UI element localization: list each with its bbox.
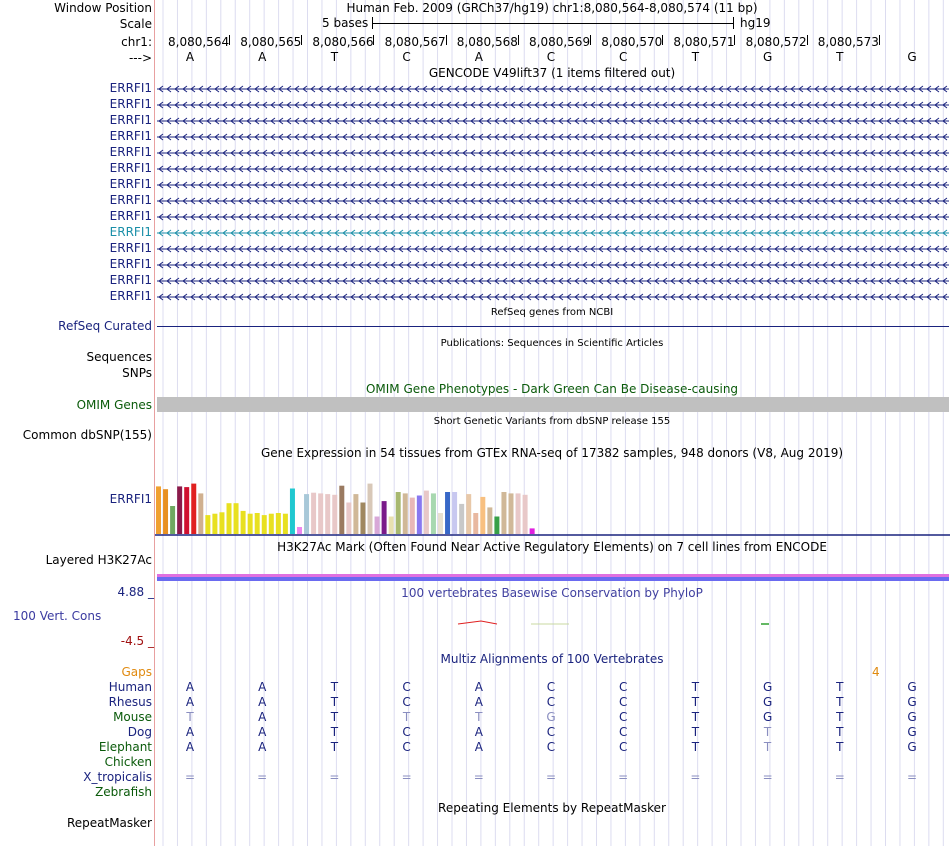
phylop-min-label: -4.5 _ [120,634,154,648]
alignment-base: T [691,710,700,724]
gencode-gene-label[interactable]: ERRFI1 [109,81,152,95]
scale-bar [372,23,734,24]
alignment-base: = [618,770,629,784]
strand-label: ---> [128,51,152,65]
gtex-tissue-bar[interactable] [509,493,514,534]
alignment-base: = [329,770,340,784]
alignment-base: C [546,680,556,694]
alignment-base: G [546,710,556,724]
gencode-gene-row[interactable] [157,292,949,302]
gencode-gene-row[interactable] [157,164,949,174]
alignment-base: = [473,770,484,784]
alignment-base: C [546,695,556,709]
gtex-tissue-bar[interactable] [205,515,210,534]
gtex-tissue-bar[interactable] [494,517,499,535]
alignment-base: G [762,695,773,709]
gtex-tissue-bar[interactable] [170,506,175,534]
gtex-tissue-bar[interactable] [227,503,232,534]
alignment-base: G [907,710,917,724]
alignment-base: T [330,725,339,739]
alignment-base: T [402,710,411,724]
gencode-gene-label[interactable]: ERRFI1 [109,241,152,255]
gtex-tissue-bar[interactable] [501,492,506,534]
repeatmasker-track-title[interactable]: Repeating Elements by RepeatMasker [438,801,666,815]
ruler-coordinate: 8,080,567 [384,35,446,49]
alignment-base: G [907,680,917,694]
gencode-gene-row[interactable] [157,116,949,126]
gencode-track-title[interactable]: GENCODE V49lift37 (1 items filtered out) [428,66,676,80]
alignment-base: C [618,740,628,754]
alignment-base: T [691,725,700,739]
gencode-gene-row[interactable] [157,84,949,94]
alignment-base: T [691,680,700,694]
chrom-label: chr1: [121,35,152,49]
ruler-tick [229,35,230,45]
alignment-base: T [330,695,339,709]
phylop-max-label: 4.88 _ [117,585,154,599]
gtex-tissue-bar[interactable] [438,513,443,534]
alignment-base: C [618,695,628,709]
ruler-tick [734,35,735,45]
alignment-base: A [474,680,483,694]
alignment-base: T [186,710,194,724]
refseq-track-title[interactable]: RefSeq genes from NCBI [490,307,614,318]
alignment-base: G [762,680,773,694]
gencode-gene-row[interactable] [157,148,949,158]
ruler-coordinate: 8,080,573 [817,35,879,49]
ruler-coordinate: 8,080,571 [673,35,735,49]
gtex-tissue-bar[interactable] [163,489,168,534]
alignment-base: = [401,770,412,784]
gtex-tissue-bar[interactable] [523,495,528,534]
gtex-tissue-bar[interactable] [255,513,260,534]
alignment-base: = [834,770,845,784]
reference-base: C [618,50,628,64]
gtex-tissue-bar[interactable] [431,493,436,534]
ruler-tick [446,35,447,45]
alignment-base: A [185,725,195,739]
gtex-tissue-bar[interactable] [466,494,471,534]
scale-label: Scale [119,17,152,31]
gencode-gene-label[interactable]: ERRFI1 [109,177,152,191]
phylop-track-title[interactable]: 100 vertebrates Basewise Conservation by PhyloP [401,586,703,600]
alignment-base: C [618,680,628,694]
species-label[interactable]: Chicken [104,755,152,769]
alignment-base: T [330,680,339,694]
alignment-base: A [258,740,267,754]
alignment-base: A [258,710,267,724]
gtex-tissue-bar[interactable] [382,501,387,534]
reference-base: G [907,50,917,64]
ruler-tick [373,35,374,45]
species-label[interactable]: Rhesus [108,695,152,709]
alignment-base: = [184,770,196,784]
alignment-base: A [258,695,267,709]
gencode-gene-label[interactable]: ERRFI1 [109,97,152,111]
repeatmasker-label[interactable]: RepeatMasker [66,816,152,830]
multiz-track-title[interactable]: Multiz Alignments of 100 Vertebrates [440,652,664,666]
gtex-tissue-bar[interactable] [530,528,535,534]
alignment-base: C [402,680,411,694]
ruler-coordinate: 8,080,564 [168,35,230,49]
phylop-track-label[interactable]: 100 Vert. Cons [13,609,102,623]
dbsnp-label[interactable]: Common dbSNP(155) [22,428,152,442]
ruler-tick [590,35,591,45]
alignment-base: C [618,725,628,739]
gtex-tissue-bar[interactable] [276,513,281,534]
gencode-gene-label[interactable]: ERRFI1 [109,193,152,207]
ruler-coordinate: 8,080,565 [240,35,302,49]
ruler-tick [518,35,519,45]
omim-track-title[interactable]: OMIM Gene Phenotypes - Dark Green Can Be Disease-causing [365,382,739,396]
assembly-label: hg19 [740,16,771,30]
gencode-gene-label[interactable]: ERRFI1 [109,257,152,271]
gaps-label: Gaps [121,665,152,679]
alignment-base: G [907,740,917,754]
gtex-tissue-bar[interactable] [332,495,337,534]
reference-base: A [474,50,483,64]
refseq-curated-label[interactable]: RefSeq Curated [58,319,152,333]
gencode-gene-label[interactable]: ERRFI1 [109,273,152,287]
window-position-label: Window Position [54,1,152,15]
alignment-base: T [691,740,700,754]
reference-base: G [762,50,773,64]
gencode-gene-label[interactable]: ERRFI1 [109,113,152,127]
refseq-gene-line[interactable] [157,326,949,327]
gtex-tissue-bar[interactable] [318,493,323,534]
gencode-gene-label[interactable]: ERRFI1 [109,129,152,143]
gtex-tissue-bar[interactable] [212,514,217,534]
h3k27ac-signal-blue[interactable] [157,577,949,581]
gtex-tissue-bar[interactable] [375,517,380,535]
ruler-tick [879,35,880,45]
dbsnp-track-title[interactable]: Short Genetic Variants from dbSNP release 155 [433,416,671,427]
alignment-base: A [185,695,195,709]
alignment-base: A [474,725,483,739]
species-label[interactable]: X_tropicalis [83,770,152,784]
alignment-base: G [907,695,917,709]
scale-text: 5 bases [322,16,369,30]
ruler-coordinate: 8,080,566 [312,35,374,49]
gtex-tissue-bar[interactable] [459,504,464,534]
gtex-tissue-bar[interactable] [396,492,401,534]
gtex-tissue-bar[interactable] [516,493,521,534]
gtex-tissue-bar[interactable] [325,494,330,534]
gencode-gene-row[interactable] [157,212,949,222]
ruler-tick [301,35,302,45]
alignment-base: T [763,740,772,754]
alignment-base: = [762,770,773,784]
alignment-base: A [185,740,195,754]
gtex-tissue-bar[interactable] [360,503,365,535]
alignment-base: C [402,695,411,709]
position-title[interactable]: Human Feb. 2009 (GRCh37/hg19) chr1:8,080,564-8,080,574 (11 bp) [346,1,758,15]
phylop-signal[interactable] [155,615,950,630]
alignment-base: C [546,740,556,754]
alignment-base: T [691,695,700,709]
gtex-tissue-bar[interactable] [403,493,408,534]
alignment-base: T [836,710,844,724]
reference-base: C [546,50,556,64]
ruler-coordinate: 8,080,568 [456,35,518,49]
gtex-tissue-bar[interactable] [283,514,288,534]
gtex-tissue-bar[interactable] [156,486,161,534]
alignment-base: T [836,740,844,754]
gtex-tissue-bar[interactable] [473,513,478,534]
omim-gene-bar[interactable] [157,397,949,412]
alignment-base: = [906,770,918,784]
species-label[interactable]: Zebrafish [95,785,152,799]
alignment-base: A [474,740,483,754]
alignment-base: C [546,725,556,739]
gtex-track-title[interactable]: Gene Expression in 54 tissues from GTEx RNA-seq of 17382 samples, 948 donors (V8, Aug 2019) [260,446,844,460]
gencode-gene-label[interactable]: ERRFI1 [109,225,152,239]
alignment-base: T [836,695,844,709]
ruler-tick [807,35,808,45]
species-label[interactable]: Dog [127,725,152,739]
gencode-gene-label[interactable]: ERRFI1 [109,145,152,159]
reference-base: A [258,50,267,64]
publications-track-title[interactable]: Publications: Sequences in Scientific Articles [440,338,664,349]
species-label[interactable]: Mouse [113,710,152,724]
gtex-tissue-bar[interactable] [346,503,351,535]
alignment-base: = [257,770,268,784]
gtex-tissue-bar[interactable] [480,497,485,534]
gencode-gene-row[interactable] [157,228,949,238]
gtex-gene-label[interactable]: ERRFI1 [109,492,152,506]
gtex-tissue-bar[interactable] [177,486,182,534]
scale-bar-right-cap [733,17,734,29]
species-label[interactable]: Human [108,680,152,694]
gtex-tissue-bar[interactable] [339,486,344,534]
gencode-gene-label[interactable]: ERRFI1 [109,289,152,303]
ruler-tick [662,35,663,45]
alignment-base: T [330,740,339,754]
gtex-tissue-bar[interactable] [452,492,457,534]
alignment-base: C [618,710,628,724]
gtex-tissue-bar[interactable] [248,514,253,534]
snps-label[interactable]: SNPs [122,366,152,380]
gtex-tissue-bar[interactable] [445,492,450,534]
alignment-base: T [330,710,339,724]
reference-base: T [330,50,339,64]
alignment-base: T [836,725,844,739]
gtex-tissue-bar[interactable] [198,493,203,534]
reference-base: C [402,50,411,64]
alignment-base: A [185,680,195,694]
ruler-coordinate: 8,080,569 [529,35,591,49]
sequences-label[interactable]: Sequences [86,350,152,364]
alignment-base: T [475,710,483,724]
gencode-gene-label[interactable]: ERRFI1 [109,161,152,175]
reference-base: T [691,50,700,64]
alignment-base: G [907,725,917,739]
alignment-base: T [836,680,844,694]
alignment-base: A [258,725,267,739]
gencode-gene-row[interactable] [157,132,949,142]
gtex-tissue-bar[interactable] [234,503,239,534]
gencode-gene-row[interactable] [157,276,949,286]
alignment-base: = [545,770,557,784]
gencode-gene-row[interactable] [157,180,949,190]
gtex-tissue-bar[interactable] [219,512,224,534]
gtex-tissue-bar[interactable] [368,484,373,534]
gtex-tissue-bar[interactable] [304,494,309,534]
gtex-tissue-bar[interactable] [424,491,429,534]
gaps-count: 4 [872,665,880,679]
gtex-tissue-bar[interactable] [417,496,422,535]
gtex-bar-chart[interactable] [155,459,950,537]
alignment-base: T [763,725,772,739]
omim-genes-label[interactable]: OMIM Genes [76,398,152,412]
gtex-tissue-bar[interactable] [353,494,358,534]
gencode-gene-row[interactable] [157,244,949,254]
gtex-tissue-bar[interactable] [290,489,295,535]
gencode-gene-row[interactable] [157,260,949,270]
alignment-base: = [690,770,701,784]
gtex-tissue-bar[interactable] [487,507,492,534]
gtex-tissue-bar[interactable] [269,514,274,534]
ruler-coordinate: 8,080,570 [601,35,663,49]
alignment-base: A [474,695,483,709]
ruler-coordinate: 8,080,572 [745,35,807,49]
gencode-gene-row[interactable] [157,100,949,110]
alignment-base: C [402,740,411,754]
alignment-base: G [762,710,773,724]
h3k27ac-track-title[interactable]: H3K27Ac Mark (Often Found Near Active Regulatory Elements) on 7 cell lines from ENCODE [277,540,827,554]
gtex-tissue-bar[interactable] [297,527,302,534]
h3k27ac-label[interactable]: Layered H3K27Ac [45,553,152,567]
gencode-gene-label[interactable]: ERRFI1 [109,209,152,223]
gtex-tissue-bar[interactable] [191,484,196,534]
gtex-tissue-bar[interactable] [410,498,415,534]
reference-base: T [836,50,844,64]
reference-base: A [185,50,195,64]
gtex-tissue-bar[interactable] [262,515,267,534]
gtex-tissue-bar[interactable] [184,487,189,534]
gtex-tissue-bar[interactable] [311,493,316,534]
species-label[interactable]: Elephant [98,740,152,754]
alignment-base: C [402,725,411,739]
gtex-tissue-bar[interactable] [241,511,246,534]
alignment-base: A [258,680,267,694]
gtex-tissue-bar[interactable] [389,517,394,535]
gencode-gene-row[interactable] [157,196,949,206]
